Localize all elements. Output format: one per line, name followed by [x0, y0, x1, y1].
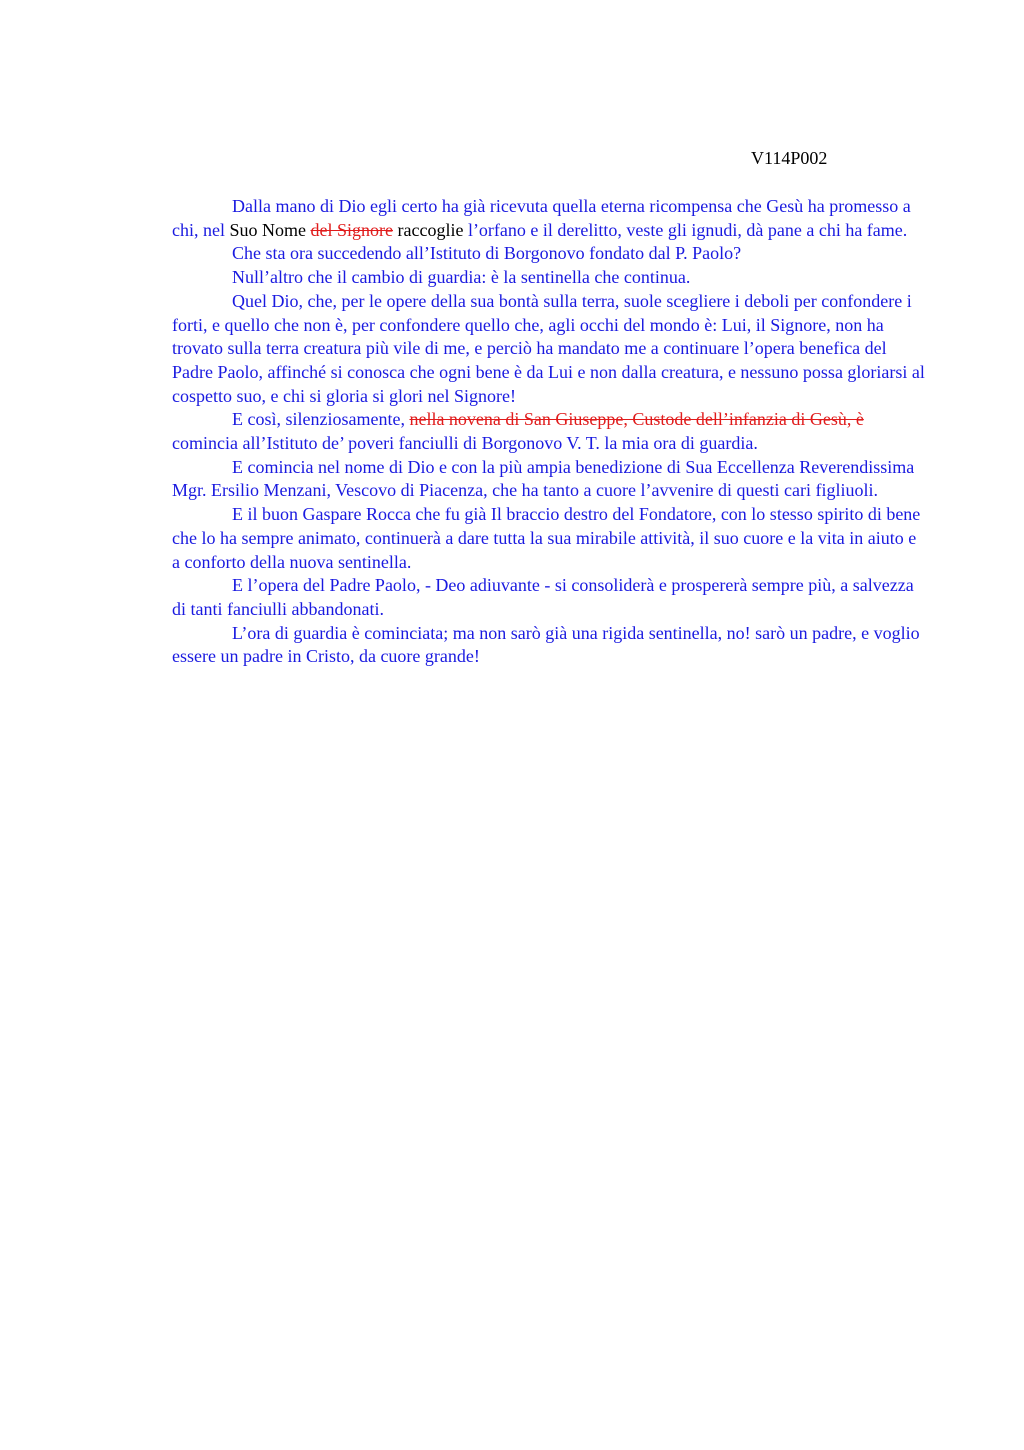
- document-body: [172, 195, 928, 669]
- page-identifier: V114P002: [751, 148, 828, 168]
- original-text: raccoglie: [392, 219, 464, 240]
- inserted-text: Dalla mano di Dio egli certo ha già ricevuta quella eterna ricompensa che Gesù ha promesso a chi, nel: [172, 196, 911, 240]
- paragraph-3: Null’altro che il cambio di guardia: è la sentinella che continua.: [232, 267, 691, 288]
- paragraph-7: E il buon Gaspare Rocca che fu già Il braccio destro del Fondatore, con lo stesso spirito di bene che lo ha sempre animato, continuerà a dare tutta la sua mirabile attività, il suo cuore e la vita in aiuto e a conforto della nuova sentinella.: [172, 504, 921, 572]
- inserted-text: l’orfano e il derelitto, veste gli ignudi, dà pane a chi ha fame.: [463, 219, 908, 240]
- paragraph-8: E l’opera del Padre Paolo, - Deo adiuvante - si consoliderà e prospererà sempre più, a salvezza di tanti fanciulli abbandonati.: [172, 575, 914, 619]
- deleted-text: del Signore: [310, 219, 393, 240]
- paragraph-6: E comincia nel nome di Dio e con la più ampia benedizione di Sua Eccellenza Reverendissima Mgr. Ersilio Menzani, Vescovo di Piacenza, che ha tanto a cuore l’avvenire di questi cari figliuoli.: [172, 456, 915, 501]
- paragraph-5: [172, 408, 928, 455]
- original-text: Suo Nome: [229, 219, 306, 240]
- deleted-text: nella novena di San Giuseppe, Custode dell’infanzia di Gesù, è: [409, 409, 864, 430]
- paragraph-2: Che sta ora succedendo all’Istituto di Borgonovo fondato dal P. Paolo?: [232, 243, 742, 264]
- inserted-text: E così, silenziosamente,: [232, 409, 410, 430]
- inserted-text: comincia all’Istituto de’ poveri fanciulli di Borgonovo V. T. la mia ora di guardia.: [172, 433, 758, 454]
- paragraph-4: Quel Dio, che, per le opere della sua bontà sulla terra, suole scegliere i deboli per confondere i forti, e quello che non è, per confondere quello che, agli occhi del mondo è: Lui, il Signore, non ha trovato sulla terra creatura più vile di me, e perciò ha mandato me a continuare l’opera benefica del Padre Paolo, affinché si conosca che ogni bene è da Lui e non dalla creatura, e nessuno possa gloriarsi al cospetto suo, e chi si gloria si glori nel Signore!: [172, 290, 925, 406]
- paragraph-1: [172, 195, 928, 242]
- paragraph-9: L’ora di guardia è cominciata; ma non sarò già una rigida sentinella, no! sarò un padre, e voglio essere un padre in Cristo, da cuore grande!: [172, 622, 920, 667]
